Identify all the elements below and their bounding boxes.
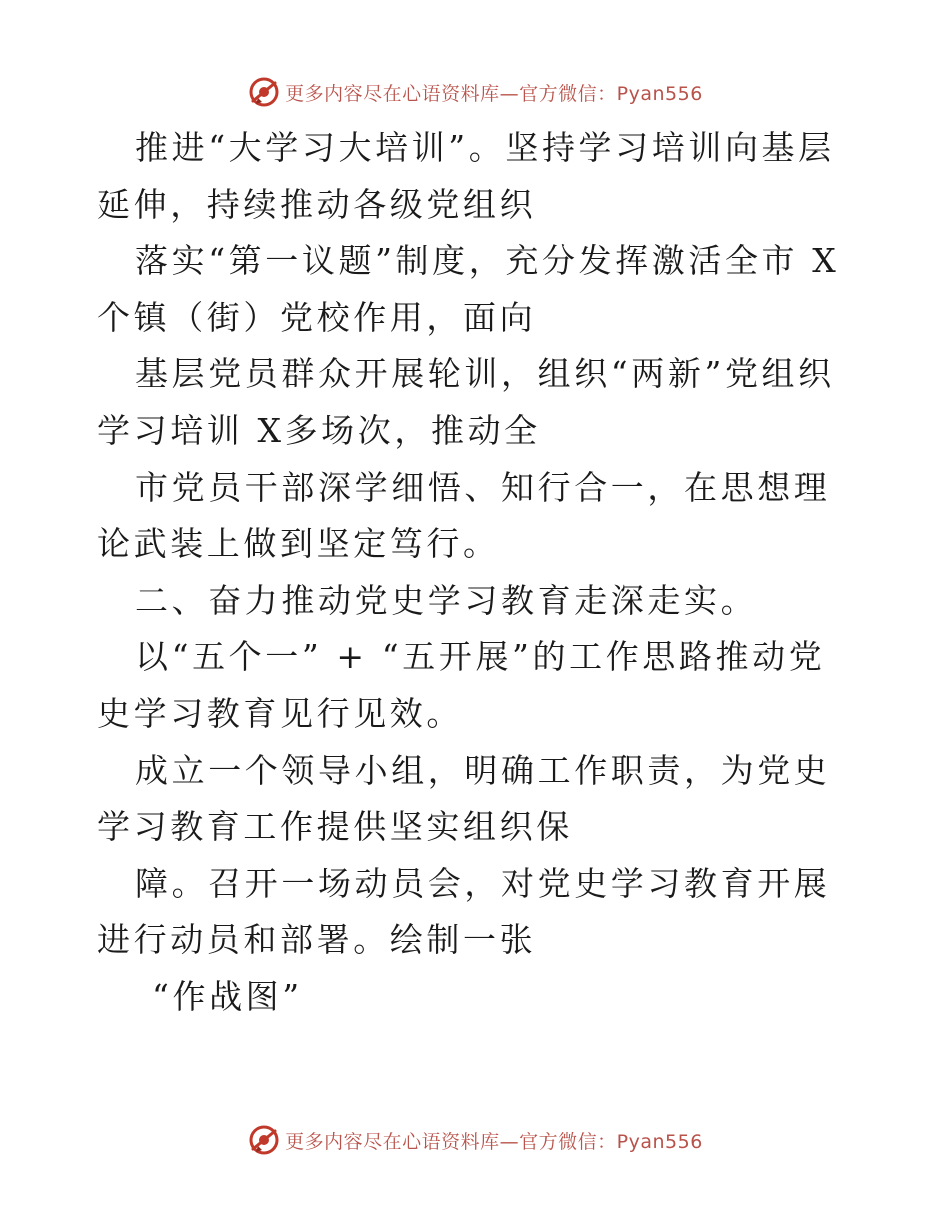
red-seal-logo-icon [247,1123,281,1157]
paragraph: 障。召开一场动员会，对党史学习教育开展进行动员和部署。绘制一张 [97,863,831,960]
document-body [97,120,857,1026]
footer-watermark-banner [0,1118,950,1162]
paragraph: 以“五个一” + “五开展”的工作思路推动党史学习教育见行见效。 [97,637,826,733]
paragraph: 基层党员群众开展轮训，组织“两新”党组织学习培训 X多场次，推动全 [97,354,835,450]
header-watermark-banner [0,70,950,114]
section-heading: 二、奋力推动党史学习教育走深走实。 [135,580,758,620]
paragraph: 落实“第一议题”制度，充分发挥激活全市 X 个镇（街）党校作用，面向 [97,241,840,337]
paragraph: 推进“大学习大培训”。坚持学习培训向基层延伸，持续推动各级党组织 [97,128,835,224]
paragraph: “作战图” [152,976,303,1016]
red-seal-logo-icon [247,75,281,109]
footer-watermark-text: 更多内容尽在心语资料库—官方微信：Pyan556 [285,1130,703,1153]
paragraph: 成立一个领导小组，明确工作职责，为党史学习教育工作提供坚实组织保 [97,750,831,847]
paragraph: 市党员干部深学细悟、知行合一，在思想理论武装上做到坚定笃行。 [97,467,831,564]
header-watermark-text: 更多内容尽在心语资料库—官方微信：Pyan556 [285,82,703,105]
